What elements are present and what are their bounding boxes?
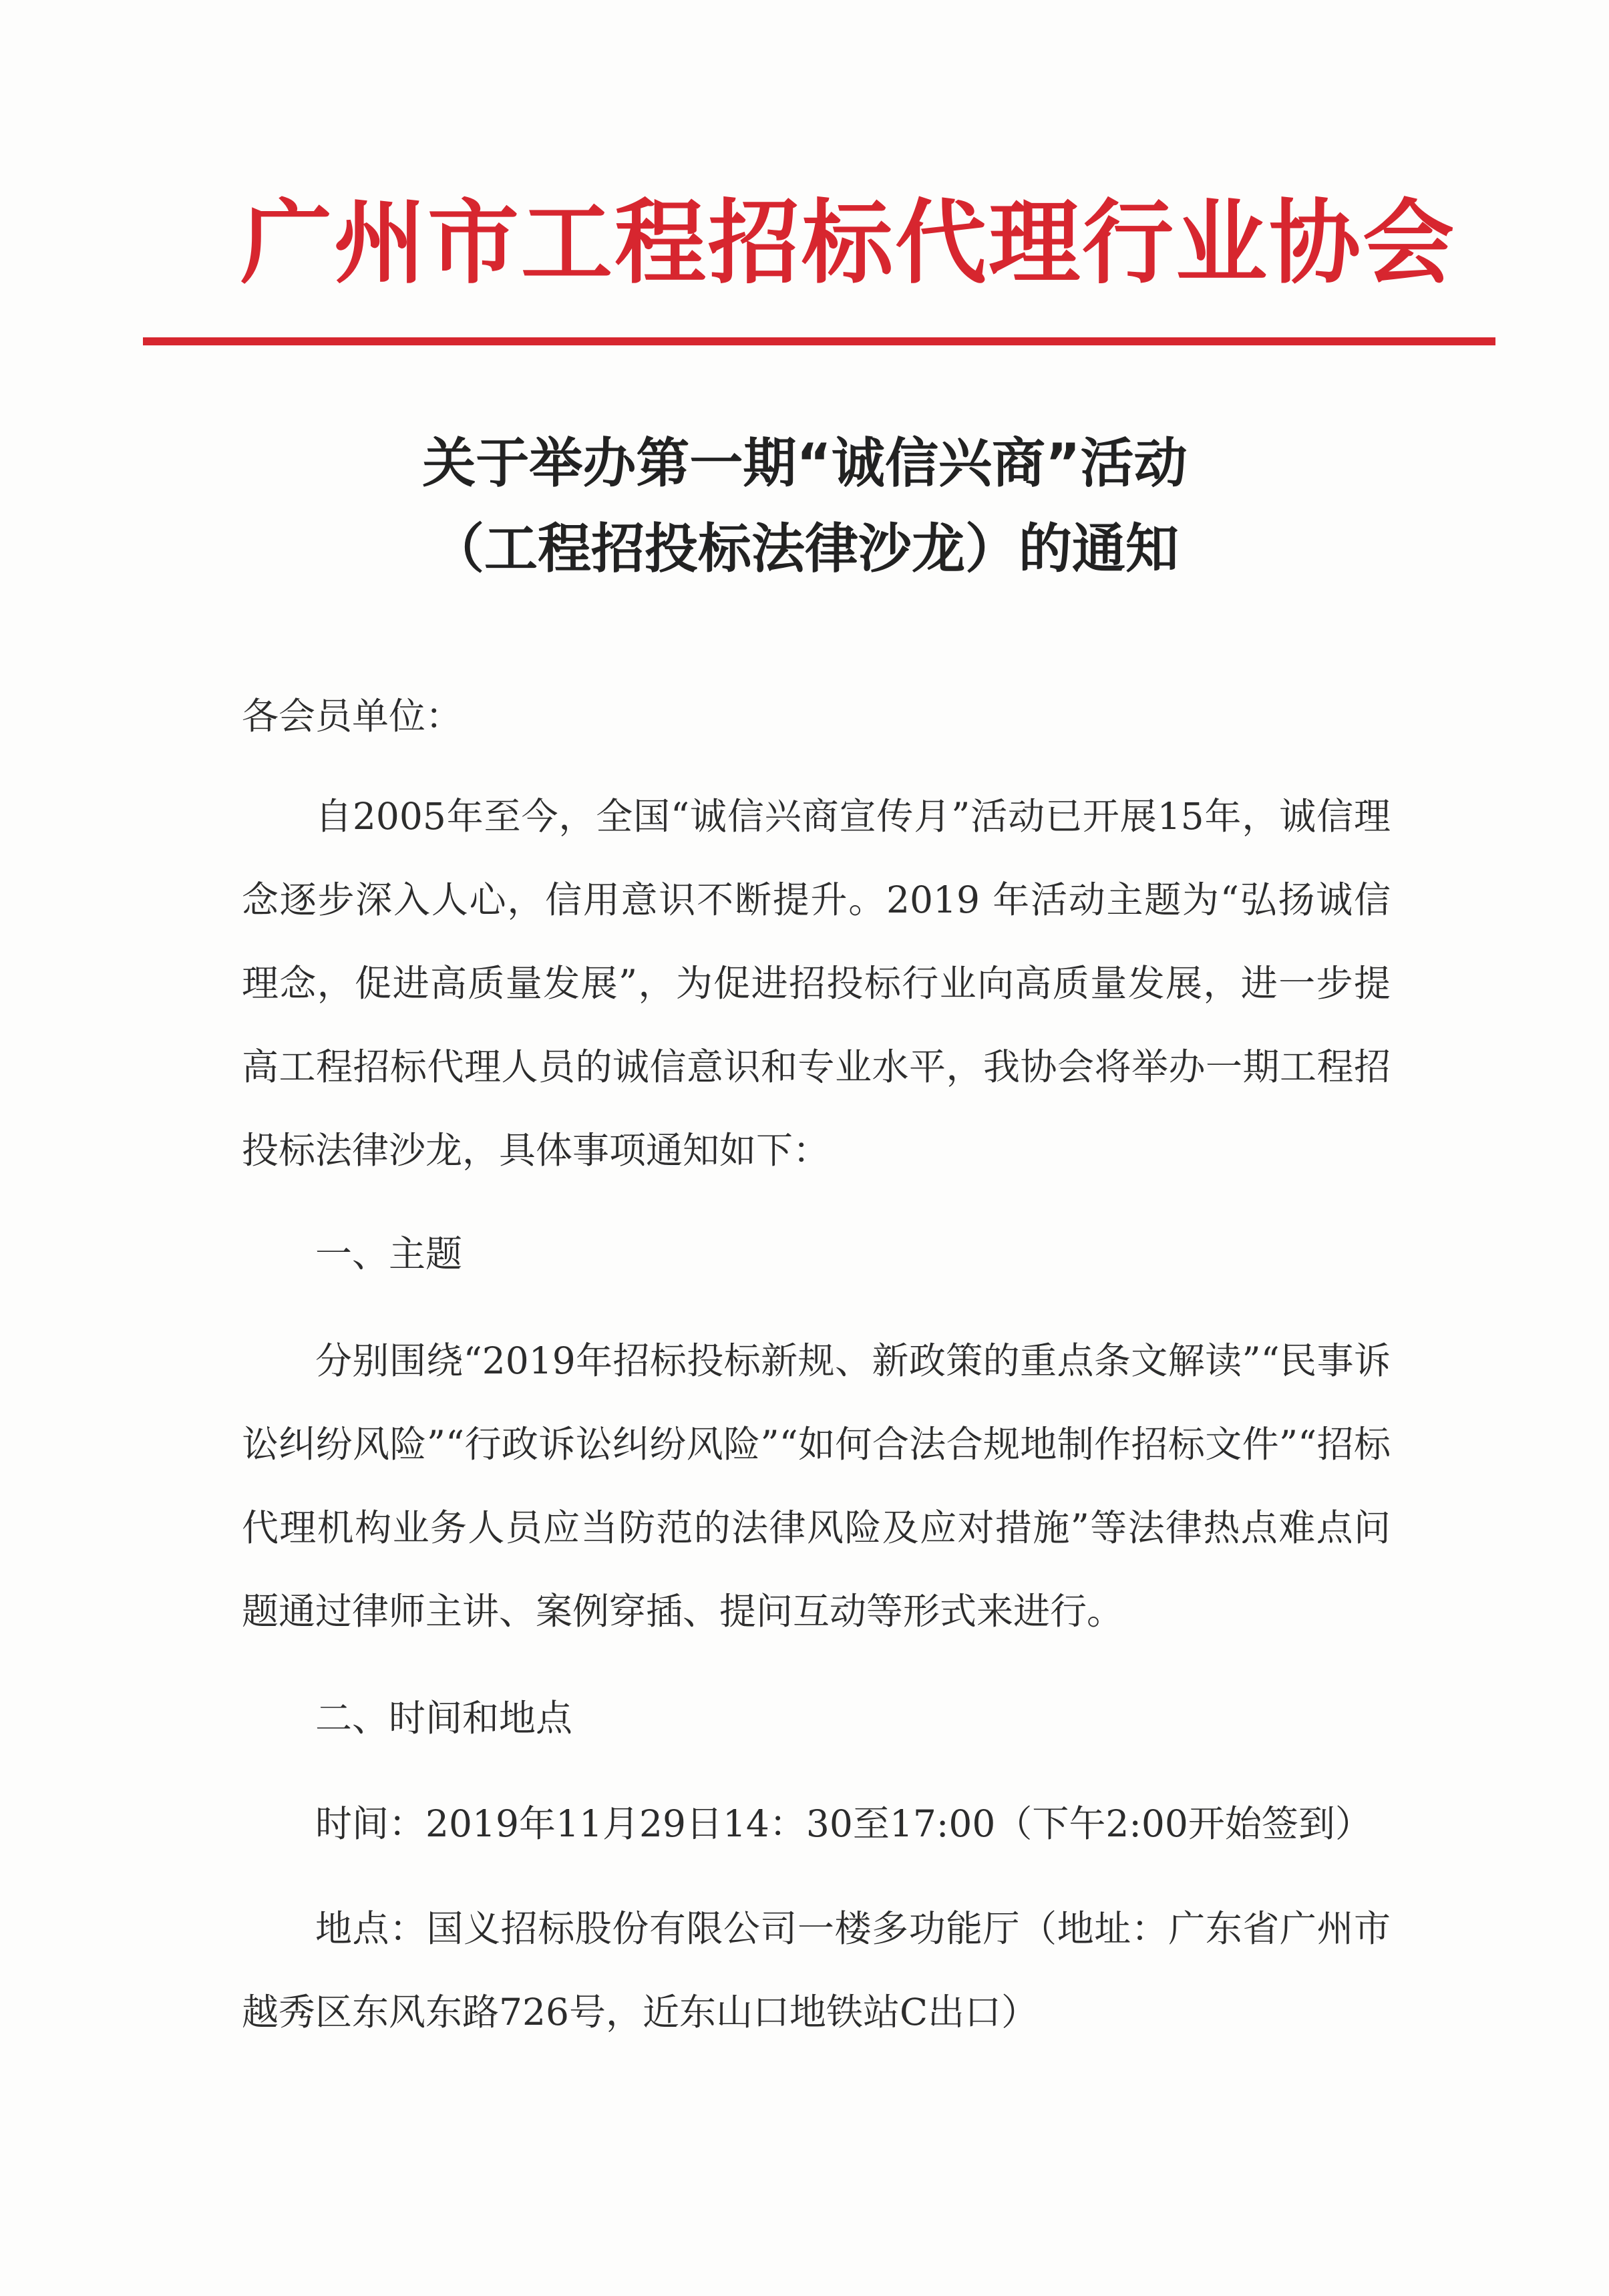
salutation: 各会员单位： (242, 695, 463, 737)
theme-paragraph: 分别围绕“2019年招标投标新规、新政策的重点条文解读”“民事诉讼纠纷风险”“行政诉讼纠纷风险”“如何合法合规地制作招标文件”“招标代理机构业务人员应当防范的法律风险及应对措施”等法律热点难点问题通过律师主讲、案例穿插、提问互动等形式来进行。 (242, 1339, 1391, 1633)
letterhead-org-name: 广州市工程招标代理行业协会 (240, 190, 1457, 297)
section-heading-theme: 一、主题 (315, 1233, 463, 1275)
document-title-line-1: 关于举办第一期“诚信兴商”活动 (422, 432, 1188, 494)
intro-paragraph: 自2005年至今，全国“诚信兴商宣传月”活动已开展15年，诚信理念逐步深入人心，信用意识不断提升。2019 年活动主题为“弘扬诚信理念，促进高质量发展”，为促进招投标行业向高质量发展，进一步提高工程招标代理人员的诚信意识和专业水平，我协会将举办一期工程招投标法律沙龙，具体事项通知如下： (242, 795, 1391, 1172)
event-place: 地点：国义招标股份有限公司一楼多功能厅（地址：广东省广州市越秀区东风东路726号，近东山口地铁站C出口） (242, 1907, 1391, 2033)
event-time: 时间：2019年11月29日14：30至17:00（下午2:00开始签到） (315, 1802, 1372, 1845)
document-title-line-2: （工程招投标法律沙龙）的通知 (431, 518, 1179, 580)
document-title (200, 421, 1409, 592)
letterhead-red-rule (143, 337, 1495, 345)
section-heading-time-place: 二、时间和地点 (315, 1697, 573, 1740)
